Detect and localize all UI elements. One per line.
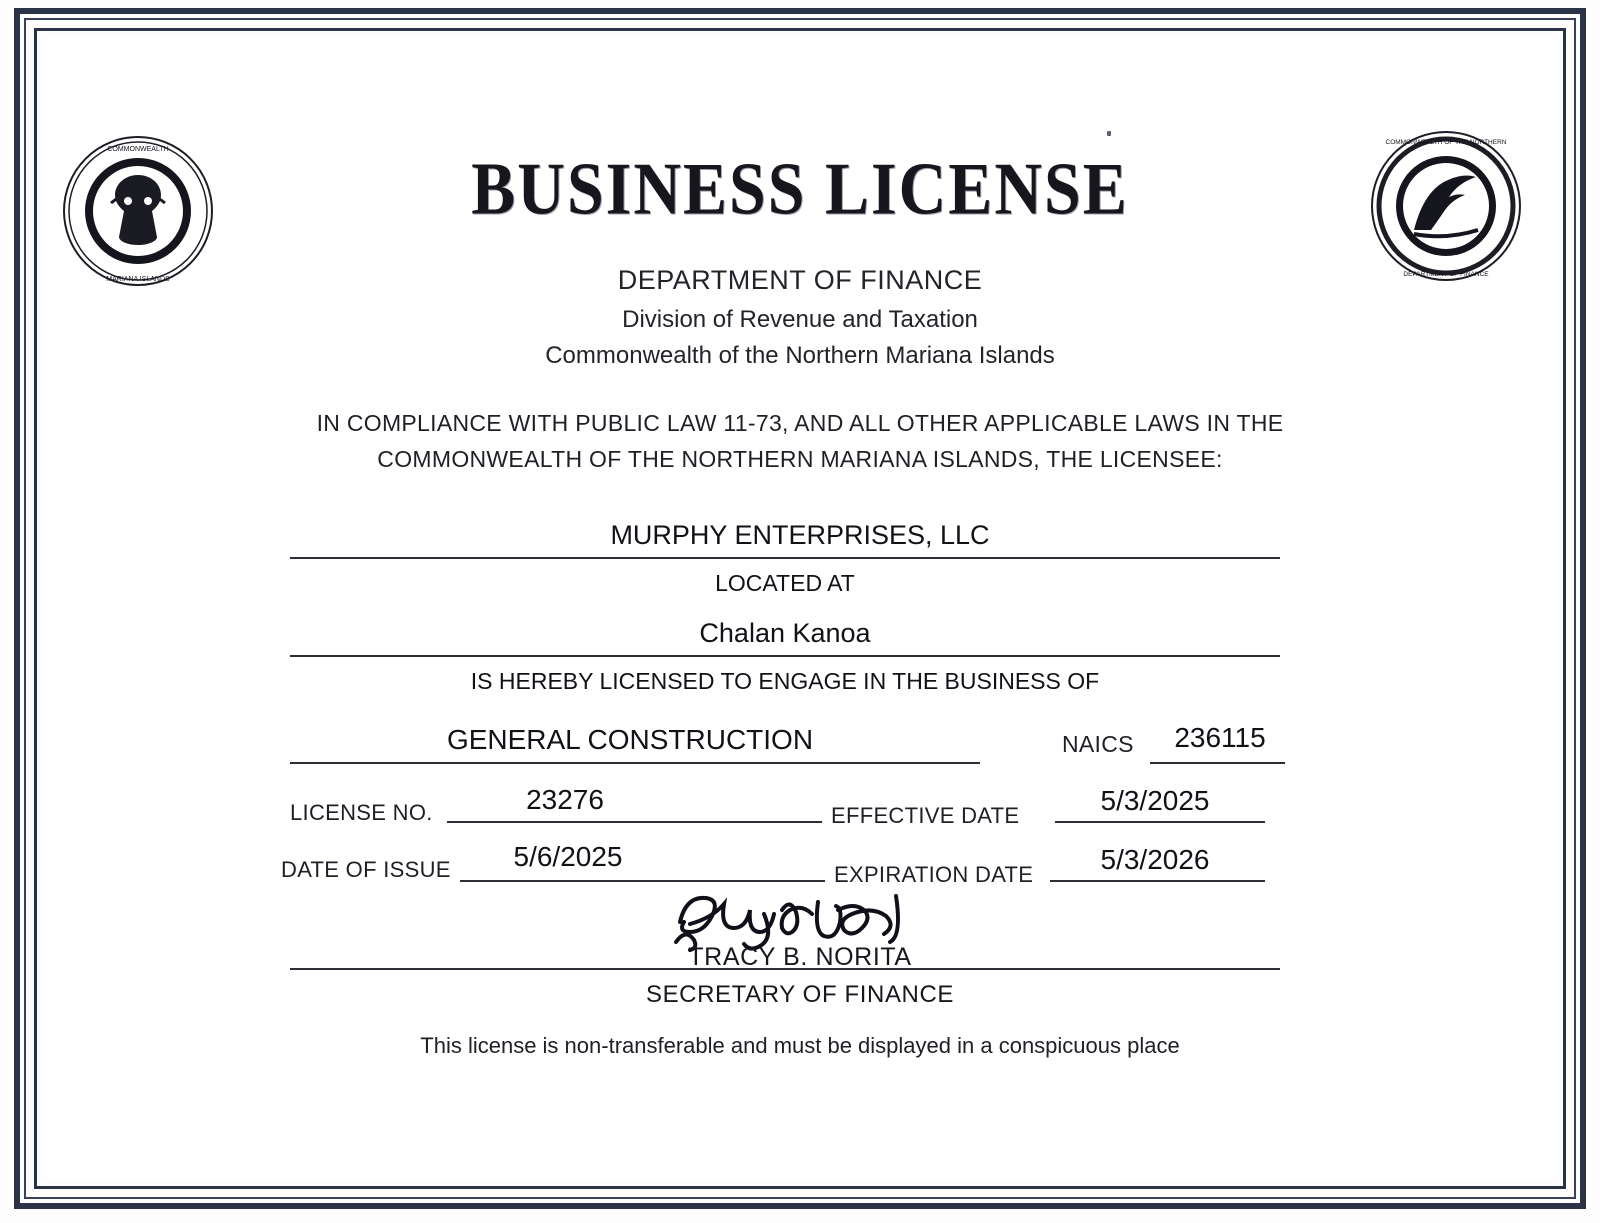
effective-date-label: EFFECTIVE DATE (831, 803, 1020, 828)
commonwealth-name: Commonwealth of the Northern Mariana Islands (545, 342, 1055, 369)
naics-code: 236115 (1174, 722, 1266, 753)
department-name: DEPARTMENT OF FINANCE (617, 265, 983, 295)
compliance-line-2: COMMONWEALTH OF THE NORTHERN MARIANA ISLANDS, THE LICENSEE: (377, 446, 1223, 472)
business-type: GENERAL CONSTRUCTION (446, 724, 814, 755)
effective-date-rule (1055, 821, 1265, 823)
location-rule (290, 655, 1280, 657)
document-title: BUSINESS LICENSE (471, 148, 1129, 231)
located-at-label: LOCATED AT (715, 570, 855, 596)
expiration-date-rule (1050, 880, 1265, 882)
licensee-rule (290, 557, 1280, 559)
compliance-statement (240, 405, 1360, 477)
licensee-location: Chalan Kanoa (699, 618, 871, 648)
svg-text:COMMONWEALTH: COMMONWEALTH (107, 146, 169, 153)
expiration-date: 5/3/2026 (1100, 844, 1210, 875)
business-type-rule (290, 762, 980, 764)
svg-text:DEPARTMENT OF FINANCE: DEPARTMENT OF FINANCE (1403, 271, 1489, 278)
licensed-to-engage-label: IS HEREBY LICENSED TO ENGAGE IN THE BUSINESS OF (470, 668, 1100, 694)
division-name: Division of Revenue and Taxation (622, 306, 978, 333)
svg-text:COMMONWEALTH OF THE NORTHERN: COMMONWEALTH OF THE NORTHERN (1385, 139, 1507, 146)
compliance-line-1: IN COMPLIANCE WITH PUBLIC LAW 11-73, AND ALL OTHER APPLICABLE LAWS IN THE (316, 410, 1284, 436)
date-of-issue-label: DATE OF ISSUE (281, 857, 451, 882)
license-footnote: This license is non-transferable and must be displayed in a conspicuous place (420, 1033, 1180, 1058)
effective-date: 5/3/2025 (1100, 785, 1210, 816)
date-of-issue: 5/6/2025 (513, 841, 623, 872)
naics-label: NAICS (1062, 731, 1134, 757)
licensee-name: MURPHY ENTERPRISES, LLC (610, 520, 990, 550)
svg-text:MARIANA ISLANDS: MARIANA ISLANDS (106, 276, 170, 283)
signature-rule (290, 968, 1280, 970)
secretary-title: SECRETARY OF FINANCE (645, 981, 955, 1008)
license-number-rule (447, 821, 822, 823)
expiration-date-label: EXPIRATION DATE (834, 862, 1034, 887)
secretary-name: TRACY B. NORITA (688, 943, 912, 971)
license-number-label: LICENSE NO. (290, 800, 433, 825)
naics-rule (1150, 762, 1285, 764)
license-number: 23276 (526, 784, 604, 815)
scan-speck (1107, 131, 1111, 136)
